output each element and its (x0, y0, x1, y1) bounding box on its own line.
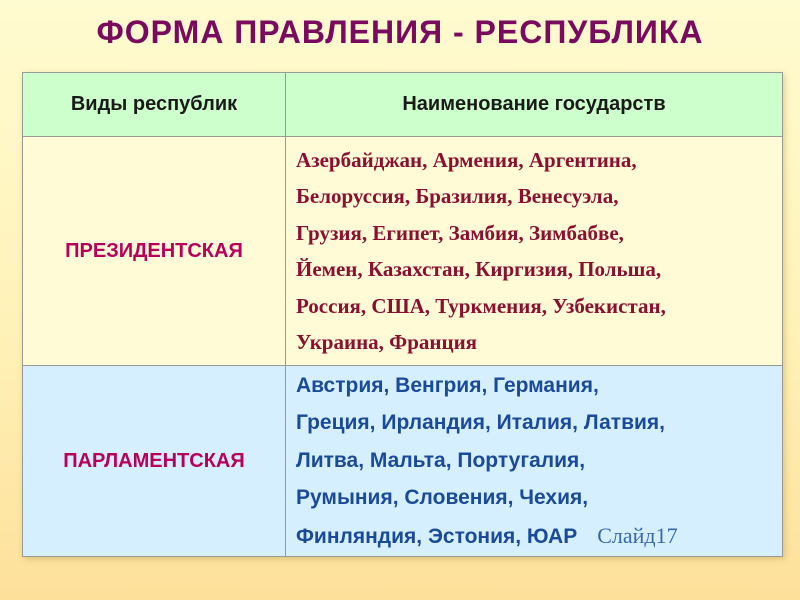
republics-table (22, 72, 783, 557)
parliamentary-countries-line: Румыния, Словения, Чехия, (296, 486, 589, 510)
presidential-countries-line: Белоруссия, Бразилия, Венесуэла, (296, 184, 619, 208)
parliamentary-countries-cell (286, 366, 783, 557)
table-header-row (23, 73, 783, 137)
presidential-countries-line: Украина, Франция (296, 330, 478, 354)
presidential-countries-line: Азербайджан, Армения, Аргентина, (296, 147, 637, 172)
presidential-type-cell: ПРЕЗИДЕНТСКАЯ (23, 137, 286, 366)
header-state-names: Наименование государств (286, 73, 783, 137)
table-row-presidential (23, 137, 783, 366)
table-row-parliamentary (23, 366, 783, 557)
parliamentary-countries-last: Финляндия, Эстония, ЮАР (296, 524, 578, 548)
page-title: ФОРМА ПРАВЛЕНИЯ - РЕСПУБЛИКА (96, 14, 704, 50)
slide-number-label: Слайд17 (597, 522, 678, 548)
parliamentary-countries-line: Греция, Ирландия, Италия, Латвия, (296, 411, 665, 435)
parliamentary-countries-line (296, 517, 772, 556)
parliamentary-countries-line: Литва, Мальта, Португалия, (296, 448, 586, 472)
parliamentary-type-cell: ПАРЛАМЕНТСКАЯ (23, 366, 286, 557)
header-republic-types: Виды республик (23, 73, 286, 137)
presidential-countries-cell (286, 137, 783, 366)
presidential-countries-line: Йемен, Казахстан, Киргизия, Польша, (296, 257, 662, 281)
presidential-countries-line: Россия, США, Туркмения, Узбекистан, (296, 293, 666, 318)
parliamentary-countries-line: Австрия, Венгрия, Германия, (296, 373, 599, 397)
presidential-countries-line: Грузия, Египет, Замбия, Зимбабве, (296, 220, 624, 245)
